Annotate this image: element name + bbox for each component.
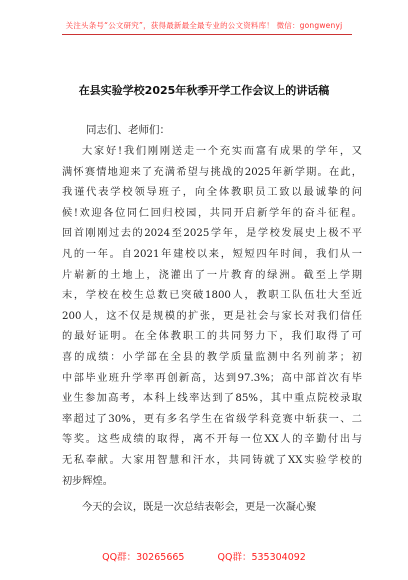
body-line: 回首刚刚过去的2024至2025学年，是学校发展史上极不平 — [62, 228, 362, 240]
body-line: 率超过了30%，更有多名学生在省级学科竞赛中斩获一、二 — [62, 413, 362, 425]
header-divider — [62, 34, 352, 35]
body-line: 今天的会议，既是一次总结表彰会，更是一次凝心聚 — [82, 502, 317, 514]
footer-qq-group-1: QQ群：30265665 — [102, 552, 185, 563]
body-line: 200人，这不仅是规模的扩张，更是社会与家长对我们信任 — [62, 310, 362, 322]
document-body — [62, 142, 362, 519]
body-line: 候!欢迎各位同仁回归校园，共同开启新学年的奋斗征程。 — [62, 207, 362, 219]
header-banner: 关注头条号“公文研究”，获得最新最全最专业的公文资料库！ 微信：gongwenyj — [65, 21, 343, 30]
body-line: 片崭新的土地上，浇灌出了一片教育的绿洲。截至上学期 — [62, 269, 362, 281]
body-line: 喜的成绩：小学部在全县的教学质量监测中名列前茅；初 — [62, 351, 362, 363]
body-line: 末，学校在校生总数已突破1800人，教职工队伍壮大至近 — [62, 290, 362, 302]
document-title: 在县实验学校2025年秋季开学工作会议上的讲话稿 — [78, 84, 330, 97]
footer-qq-group-2: QQ群：535304092 — [217, 552, 306, 563]
body-line: 中部毕业班升学率再创新高，达到97.3%；高中部首次有毕 — [62, 372, 362, 384]
footer-contact — [0, 549, 408, 563]
body-line: 大家好!我们刚刚送走一个充实而富有成果的学年，又 — [82, 146, 362, 157]
body-line: 无私奉献。大家用智慧和汗水，共同铸就了XX实验学校的 — [62, 454, 362, 466]
body-line: 的最好证明。在全体教职工的共同努力下，我们取得了可 — [62, 331, 362, 343]
salutation: 同志们、老师们： — [86, 124, 170, 136]
body-line: 我谨代表学校领导班子，向全体教职员工致以最诚挚的问 — [62, 187, 362, 199]
body-line: 业生参加高考，本科上线率达到了85%，其中重点院校录取 — [62, 393, 362, 405]
body-line: 等奖。这些成绩的取得，离不开每一位XX人的辛勤付出与 — [62, 434, 362, 446]
body-line: 初步辉煌。 — [62, 475, 113, 487]
body-line: 凡的一年。自2021年建校以来，短短四年时间，我们从一 — [62, 248, 362, 260]
body-line: 满怀赛情地迎来了充满希望与挑战的2025年新学期。在此， — [62, 166, 362, 178]
